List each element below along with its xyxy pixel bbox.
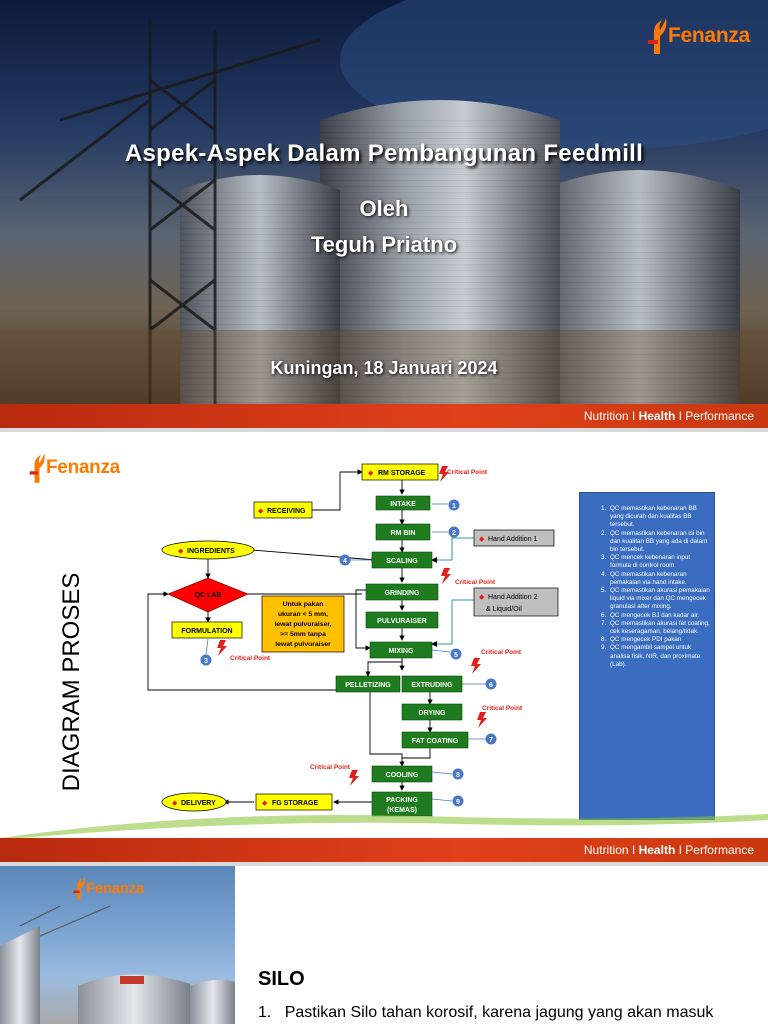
presentation-title: Aspek-Aspek Dalam Pembangunan Feedmill	[124, 140, 644, 167]
svg-text:4: 4	[343, 558, 347, 565]
svg-text:DRYING: DRYING	[418, 710, 446, 717]
fg-storage-node	[256, 794, 332, 810]
delivery-node	[162, 793, 226, 811]
fenanza-flame-icon	[646, 16, 668, 56]
svg-text:& Liquid/Oil: & Liquid/Oil	[486, 606, 522, 613]
place-date: Kuningan, 18 Januari 2024	[270, 358, 498, 378]
hand-addition-1-node	[474, 530, 554, 546]
svg-text:FAT COATING: FAT COATING	[411, 738, 459, 745]
svg-text:5: 5	[454, 652, 458, 659]
hand-addition-2-node	[474, 588, 558, 616]
svg-text:FORMULATION: FORMULATION	[181, 628, 233, 635]
critical-point-label: Critical Point	[455, 579, 496, 586]
qc-note: 6. QC mengecek BJ dan kadar air.	[608, 612, 710, 620]
footer-tagline: Nutrition I Health I Performance	[583, 843, 754, 857]
svg-text:INGREDIENTS: INGREDIENTS	[187, 548, 235, 555]
svg-text:RECEIVING: RECEIVING	[267, 508, 306, 515]
svg-text:GRINDING: GRINDING	[384, 590, 420, 597]
qc-lab-node	[168, 578, 248, 612]
svg-text:QC LAB: QC LAB	[194, 592, 222, 599]
svg-text:9: 9	[456, 799, 460, 806]
svg-text:DELIVERY: DELIVERY	[181, 800, 216, 807]
critical-point-icon	[349, 770, 359, 786]
footer-tagline: Nutrition I Health I Performance	[583, 409, 754, 423]
svg-text:COOLING: COOLING	[385, 772, 419, 779]
critical-point-icon	[477, 712, 487, 728]
svg-text:◆: ◆	[262, 800, 268, 807]
qc-note: 9. QC mengambil sampel untuk analisa fisik, NIR, dan proximate (Lab).	[608, 644, 710, 669]
svg-text:◆: ◆	[172, 800, 178, 807]
critical-point-icon	[441, 568, 451, 584]
critical-point-label: Critical Point	[447, 469, 488, 476]
fenanza-flame-icon	[72, 874, 86, 902]
svg-text:MIXING: MIXING	[388, 648, 414, 655]
list-item: 1. Pastikan Silo tahan korosif, karena jagung yang akan masuk	[258, 1004, 714, 1021]
process-diagram-slide	[0, 432, 768, 862]
brand-name: Fenanza	[46, 457, 120, 478]
qc-note: 8. QC mengecek PDI pakan	[608, 636, 710, 644]
step-marker	[453, 769, 464, 780]
section-title: SILO	[258, 968, 305, 990]
brand-name: Fenanza	[86, 879, 144, 897]
svg-text:◆: ◆	[479, 594, 485, 601]
critical-point-label: Critical Point	[481, 649, 522, 656]
svg-text:◆: ◆	[368, 470, 374, 477]
svg-text:◆: ◆	[178, 548, 184, 555]
svg-text:1: 1	[452, 503, 456, 510]
author-name: Teguh Priatno	[310, 232, 458, 257]
qc-note: 7. QC memastikan akurasi fat coating, cek keseragaman, belang/tidak.	[608, 620, 710, 636]
svg-text:2: 2	[452, 530, 456, 537]
formulation-node	[172, 622, 242, 638]
ingredients-node	[162, 541, 254, 559]
svg-text:lewat pulvuraiser: lewat pulvuraiser	[275, 641, 331, 648]
svg-text:SCALING: SCALING	[386, 558, 418, 565]
qc-note: 2. QC memastikan kebenaran isi bin dan kualitan BB yang ada di dalam bin tersebut.	[608, 530, 710, 555]
svg-text:ukuran < 5 mm,: ukuran < 5 mm,	[277, 611, 329, 618]
step-marker	[451, 649, 462, 660]
footer-swoosh	[0, 810, 768, 840]
svg-text:FG STORAGE: FG STORAGE	[272, 800, 319, 807]
silo-photo	[0, 866, 235, 1024]
svg-text:PULVURAISER: PULVURAISER	[377, 618, 427, 625]
qc-note: 3. QC mencek kebenaran input formula di control room	[608, 554, 710, 570]
svg-text:Hand Addition 2: Hand Addition 2	[488, 594, 538, 601]
svg-text:6: 6	[489, 682, 493, 689]
svg-text:RM STORAGE: RM STORAGE	[378, 470, 426, 477]
svg-text:7: 7	[489, 737, 493, 744]
receiving-node	[254, 502, 312, 518]
qc-note: 1. QC memastikan kebenaran BB yang dicurah dan kualitas BB tersebut.	[608, 505, 710, 530]
svg-text:PELLETIZING: PELLETIZING	[345, 682, 391, 689]
svg-text:◆: ◆	[258, 508, 264, 515]
svg-text:>= 5mm tanpa: >= 5mm tanpa	[280, 631, 326, 638]
svg-text:(KEMAS): (KEMAS)	[387, 807, 417, 814]
slide-footer	[0, 838, 768, 862]
qc-notes-box	[579, 492, 715, 820]
diagram-heading: DIAGRAM PROSES	[58, 572, 85, 792]
svg-text:INTAKE: INTAKE	[390, 501, 416, 508]
process-flow-diagram	[0, 432, 575, 822]
step-marker	[453, 796, 464, 807]
svg-text:Untuk pakan: Untuk pakan	[282, 601, 324, 608]
svg-text:3: 3	[204, 658, 208, 665]
critical-point-label: Critical Point	[230, 655, 271, 662]
step-marker	[486, 679, 497, 690]
brand-name: Fenanza	[668, 24, 750, 47]
qc-note: 5. QC memastikan akurasi pemakaian liquid via mixer dan QC mengecek granulasi after mixing.	[608, 587, 710, 612]
brand-logo	[72, 874, 144, 902]
size-note	[262, 596, 344, 652]
silo-slide	[0, 866, 768, 1024]
slide-footer	[0, 404, 768, 428]
step-marker	[201, 655, 212, 666]
svg-text:EXTRUDING: EXTRUDING	[411, 682, 453, 689]
rm-storage-node	[362, 464, 438, 480]
critical-point-icon	[217, 640, 227, 656]
svg-text:lewat pulvuraiser,: lewat pulvuraiser,	[274, 621, 332, 628]
title-slide	[0, 0, 768, 428]
critical-point-icon	[471, 658, 481, 674]
svg-text:◆: ◆	[479, 536, 485, 543]
critical-point-label: Critical Point	[310, 764, 351, 771]
svg-text:PACKING: PACKING	[386, 797, 418, 804]
svg-text:8: 8	[456, 772, 460, 779]
step-marker	[449, 527, 460, 538]
step-marker	[340, 555, 351, 566]
step-marker	[486, 734, 497, 745]
by-label: Oleh	[359, 196, 409, 221]
critical-point-label: Critical Point	[482, 705, 523, 712]
svg-text:Hand Addition 1: Hand Addition 1	[488, 536, 538, 543]
svg-text:RM BIN: RM BIN	[390, 530, 416, 537]
qc-note: 4. QC memastikan kebenaran pemakaian via hand intake.	[608, 571, 710, 587]
brand-logo	[646, 16, 750, 56]
step-marker	[449, 500, 460, 511]
